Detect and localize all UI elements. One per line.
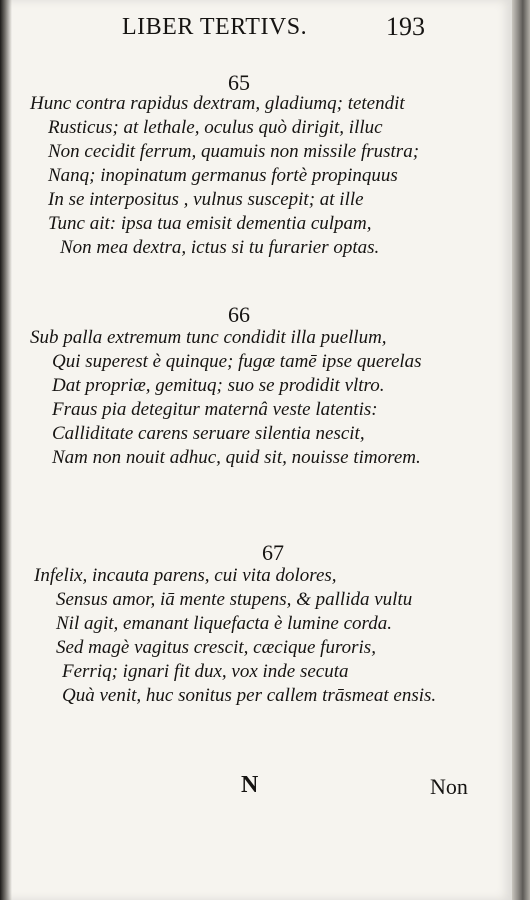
verse-line: Nanq; inopinatum germanus fortè propinquus bbox=[48, 165, 398, 186]
verse-line: Sub palla extremum tunc condidit illa puellum, bbox=[30, 327, 387, 348]
verse-line: Rusticus; at lethale, oculus quò dirigit, illuc bbox=[48, 117, 383, 138]
verse-line: Sensus amor, iā mente stupens, & pallida vultu bbox=[56, 589, 413, 610]
running-title: LIBER TERTIVS. bbox=[122, 14, 308, 40]
verse-line: Ferriq; ignari fit dux, vox inde secuta bbox=[62, 661, 349, 682]
verse-line: Tunc ait: ipsa tua emisit dementia culpam, bbox=[48, 213, 372, 234]
verse-line: Hunc contra rapidus dextram, gladiumq; tetendit bbox=[30, 93, 405, 114]
verse-line: Sed magè vagitus crescit, cæcique furoris, bbox=[56, 637, 376, 658]
catchword: Non bbox=[430, 774, 468, 799]
page-edge bbox=[512, 0, 530, 900]
verse-line: Calliditate carens seruare silentia nescit, bbox=[52, 423, 365, 444]
verse-line: Quà venit, huc sonitus per callem trāsmeat ensis. bbox=[62, 685, 437, 706]
stanza-number: 66 bbox=[228, 302, 250, 327]
binding-shadow bbox=[0, 0, 12, 900]
verse-line: Fraus pia detegitur maternâ veste latentis: bbox=[52, 399, 378, 420]
stanza-number: 67 bbox=[262, 540, 284, 565]
verse-line: In se interpositus , vulnus suscepit; at ille bbox=[48, 189, 364, 210]
signature-mark: N bbox=[241, 772, 259, 798]
verse-line: Non mea dextra, ictus si tu furarier optas. bbox=[60, 237, 380, 258]
stanza-number: 65 bbox=[228, 70, 250, 95]
verse-line: Dat propriæ, gemituq; suo se prodidit vltro. bbox=[52, 375, 385, 396]
verse-line: Qui superest è quinque; fugæ tamē ipse querelas bbox=[52, 351, 422, 372]
verse-line: Nam non nouit adhuc, quid sit, nouisse timorem. bbox=[52, 447, 421, 468]
verse-line: Non cecidit ferrum, quamuis non missile frustra; bbox=[48, 141, 420, 162]
page-number: 193 bbox=[386, 12, 425, 41]
verse-line: Nil agit, emanant liquefacta è lumine corda. bbox=[56, 613, 392, 634]
verse-line: Infelix, incauta parens, cui vita dolores, bbox=[34, 565, 337, 586]
